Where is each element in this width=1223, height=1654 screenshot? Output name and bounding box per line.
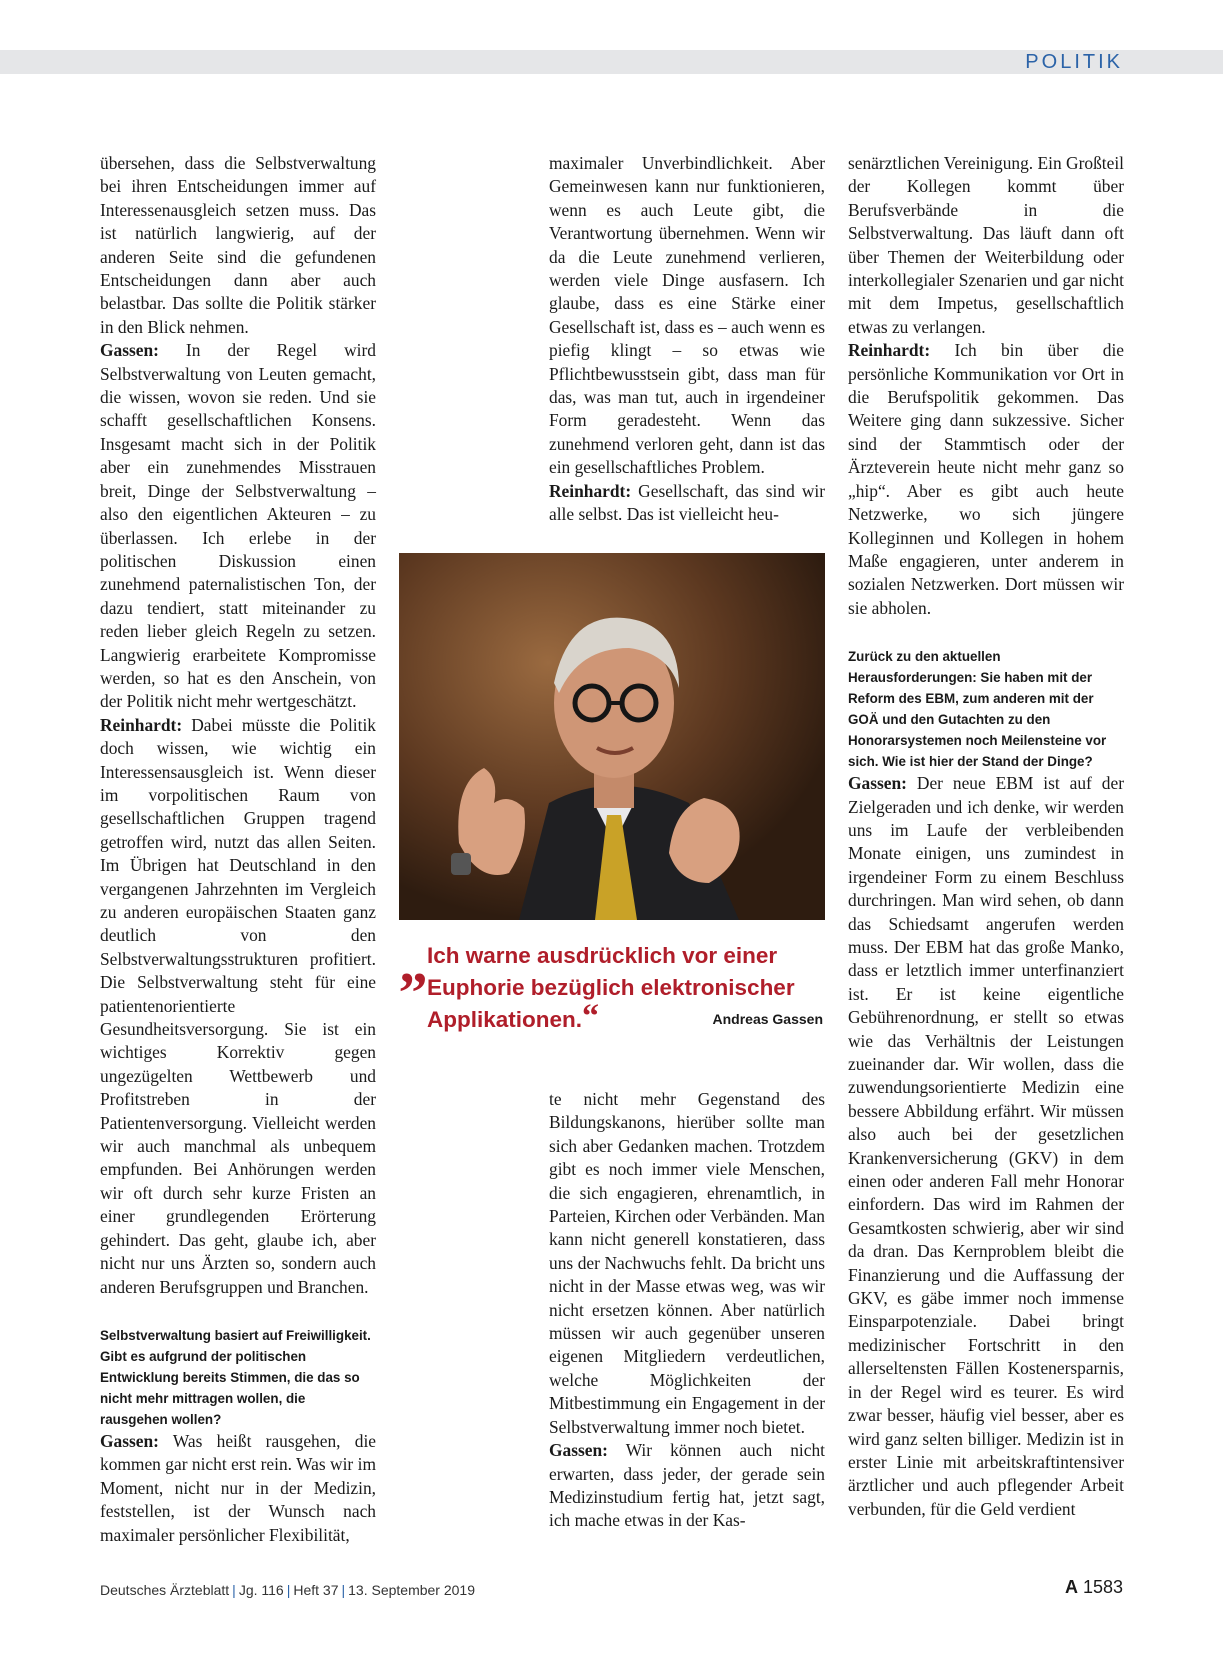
- paragraph: [848, 339, 1124, 620]
- paragraph-text: Dabei müsste die Politik doch wissen, wie wichtig ein Interessensausgleich ist. Wenn dieser im vorpolitischen Raum von gesellschaftlichen Gruppen tragend getroffen wird, nutzt das allen Seiten. Im Übrigen hat Deutschland in den vergangenen Jahrzehnten im Vergleich zu anderen europäischen Staaten ganz deutlich von den Selbstverwaltungsstrukturen profitiert. Die Selbstverwaltung steht für eine patientenorientierte Gesundheitsversorgung. Sie ist ein wichtiges Korrektiv gegen ungezügelten Wettbewerb und Profitstreben in der Patientenversorgung. Vielleicht werden wir auch manchmal als unbequem empfunden. Bei Anhörungen werden wir oft durch sehr kurze Fristen an einer grundlegenden Erörterung gehindert. Das geht, glaube ich, aber nicht nur uns Ärzten so, sondern auch anderen Berufsgruppen und Branchen.: [100, 714, 376, 1297]
- speaker-name: Gassen:: [848, 773, 907, 794]
- divider: |: [341, 1582, 346, 1598]
- interview-question: Selbstverwaltung basiert auf Freiwilligkeit. Gibt es aufgrund der politischen Entwicklung bereits Stimmen, die das so nicht mehr mittragen wollen, die rausgehen wollen?: [100, 1327, 371, 1427]
- paragraph: maximaler Unverbindlichkeit. Aber Gemeinwesen kann nur funktionieren, wenn es auch Leute gibt, die Verantwortung übernehmen. Wenn wir da die Leute zunehmend verlieren, werden viele Dinge ausfasern. Ich glaube, dass es eine Stärke einer Gesellschaft ist, dass es – auch wenn es piefig klingt – so etwas wie Pflichtbewusstsein gibt, dass man für das, was man tut, auch in irgendeiner Form geradesteht. Wenn das zunehmend verloren geht, dann ist das ein gesellschaftliches Problem.: [549, 153, 825, 478]
- paragraph: senärztlichen Vereinigung. Ein Großteil der Kollegen kommt über Berufsverbände in die Selbstverwaltung. Das läuft dann oft über Themen der Weiterbildung oder interkollegialer Szenarien und gar nicht mit dem Impetus, gesellschaftlich etwas zu verlangen.: [848, 153, 1124, 337]
- paragraph-text: In der Regel wird Selbstverwaltung von Leuten gemacht, die wissen, wovon sie reden. Und sie schafft gesellschaftlichen Konsens. Insgesamt macht sich in der Politik aber ein zunehmendes Misstrauen breit, Dinge der Selbstverwaltung – also den eigentlichen Akteuren – zu überlassen. Ich erlebe in der politischen Diskussion einen zunehmend paternalistischen Ton, der dazu tendiert, statt miteinander zu reden lieber gleich Regeln zu setzen. Langwierig erarbeitete Kompromisse werden, so hat es den Anschein, von der Politik nicht mehr wertgeschätzt.: [100, 340, 376, 712]
- pull-quote-author: Andreas Gassen: [712, 1011, 823, 1027]
- paragraph: [549, 1439, 825, 1533]
- volume: Jg. 116: [238, 1582, 284, 1598]
- paragraph: [848, 772, 1124, 1521]
- paragraph-text: Gesellschaft, das sind wir alle selbst. Das ist vielleicht heu-: [549, 480, 825, 525]
- speaker-name: Reinhardt:: [549, 480, 632, 501]
- footer-citation: [100, 1582, 475, 1598]
- paragraph: übersehen, dass die Selbstverwaltung bei ihren Entscheidungen immer auf Interessenausgleich setzen muss. Das ist natürlich langwierig, auf der anderen Seite sind die gefundenen Entscheidungen dann aber auch belastbar. Das sollte die Politik stärker in den Blick nehmen.: [100, 153, 376, 337]
- issue: Heft 37: [293, 1582, 339, 1598]
- closing-quote-mark: “: [582, 998, 600, 1035]
- paragraph: [100, 339, 376, 714]
- paragraph-text: Wir können auch nicht erwarten, dass jeder, der gerade sein Medizinstudium fertig hat, jetzt sagt, ich mache etwas in der Kas-: [549, 1440, 825, 1531]
- page-number: [1065, 1577, 1123, 1598]
- text-column-3: [848, 152, 1124, 1521]
- paragraph: [100, 714, 376, 1299]
- journal-name: Deutsches Ärzteblatt: [100, 1582, 230, 1598]
- text-column-2-top: [549, 152, 825, 527]
- speaker-name: Reinhardt:: [100, 714, 183, 735]
- pull-quote-body: Ich warne ausdrücklich vor einer Euphorie bezüglich elektronischer Applikationen.: [427, 943, 795, 1032]
- page-prefix: A: [1064, 1577, 1078, 1597]
- paragraph-text: Ich bin über die persönliche Kommunikation vor Ort in die Berufspolitik gekommen. Das Weitere ging dann sukzessive. Sicher sind der Stammtisch oder der Ärzteverein heute nicht mehr ganz so „hip“. Aber es gibt auch heute Netzwerke, wo sich jüngere Kolleginnen und Kollegen in hohem Maße engagieren, unter anderem in sozialen Netzwerken. Dort müssen wir sie abholen.: [848, 340, 1124, 618]
- text-column-2-bottom: [549, 1088, 825, 1533]
- paragraph-text: Der neue EBM ist auf der Zielgeraden und ich denke, wir werden uns im Laufe der verbleibenden Monate einigen, uns zumindest in irgendeiner Form zu einem Beschluss durchringen. Man wird sehen, ob dann das Schiedsamt angerufen werden muss. Der EBM hat das große Manko, dass er letztlich immer unterfinanziert ist. Er ist keine eigentliche Gebührenordnung, er stellt so etwas wie das Verhältnis der Leistungen zueinander dar. Wir wollen, dass die zuwendungsorientierte Medizin eine bessere Abbildung erfährt. Wir müssen also auch bei der gesetzlichen Krankenversicherung (GKV) in dem einen oder anderen Fall mehr Honorar einfordern. Das wird im Rahmen der Gesamtkosten schwierig, aber wir sind da dran. Das Kernproblem bleibt die Finanzierung und die Auffassung der GKV, es gäbe immer noch immense Einsparpotenziale. Dabei bringt medizinischer Fortschritt in den allerseltensten Fällen Kostenersparnis, in der Regel wird es teurer. Es wird zwar besser, häufig viel besser, aber es wird ganz selten billiger. Medizin ist in erster Linie mit arbeitskraftintensiver ärztlicher und auch pflegender Arbeit verbunden, für die Geld verdient: [848, 773, 1124, 1519]
- section-label: POLITIK: [1025, 51, 1123, 73]
- divider: |: [286, 1582, 291, 1598]
- speaker-name: Gassen:: [100, 340, 159, 361]
- pull-quote: [399, 930, 825, 1040]
- issue-date: 13. September 2019: [348, 1582, 475, 1598]
- interview-question: Zurück zu den aktuellen Herausforderungen: Sie haben mit der Reform des EBM, zum anderen mit der GOÄ und den Gutachten zu den Honorarsystemen noch Meilensteine vor sich. Wie ist hier der Stand der Dinge?: [848, 649, 1107, 770]
- page-number-value: 1583: [1082, 1577, 1123, 1597]
- paragraph: [100, 1430, 376, 1547]
- paragraph: [549, 480, 825, 527]
- divider: |: [232, 1582, 236, 1598]
- opening-quote-mark: „: [399, 930, 428, 995]
- paragraph: te nicht mehr Gegenstand des Bildungskanons, hierüber sollte man sich aber Gedanken machen. Trotzdem gibt es noch immer viele Menschen, die sich engagieren, ehrenamtlich, in Parteien, Kirchen oder Verbänden. Man kann nicht generell konstatieren, dass uns der Nachwuchs fehlt. Da bricht uns nicht in der Masse etwas weg, was wir nicht ersetzen können. Aber natürlich müssen wir auch gegenüber unseren eigenen Mitgliedern verdeutlichen, welche Möglichkeiten der Mitbestimmung ein Engagement in der Selbstverwaltung immer noch bietet.: [549, 1089, 825, 1437]
- paragraph-text: Was heißt rausgehen, die kommen gar nicht erst rein. Was wir im Moment, nicht nur in der Medizin, feststellen, ist der Wunsch nach maximaler persönlicher Flexibilität,: [100, 1430, 376, 1545]
- portrait-photo: [399, 553, 825, 920]
- text-column-1: [100, 152, 376, 1547]
- portrait-illustration: [399, 553, 825, 920]
- speaker-name: Reinhardt:: [848, 340, 931, 361]
- speaker-name: Gassen:: [100, 1430, 159, 1451]
- speaker-name: Gassen:: [549, 1440, 608, 1461]
